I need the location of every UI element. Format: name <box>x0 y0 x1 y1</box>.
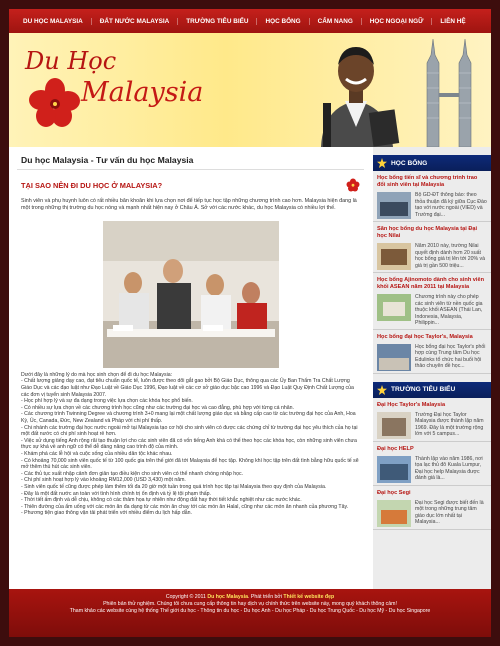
list-item: - Chi nhánh các trường đại học nước ngoài mở tại Malaysia tạo cơ hội cho sinh viên có được các chứng chỉ từ trường đại học yêu thích của họ tại một đất nước có chi phí sinh hoạt rẻ hơn. <box>21 424 358 438</box>
scholarship-item[interactable] <box>373 222 491 273</box>
scholarship-thumbnail[interactable] <box>377 192 411 219</box>
main-content <box>17 153 364 607</box>
school-item[interactable] <box>373 398 491 442</box>
footer-developed-by: . Phát triển bởi <box>248 594 282 600</box>
scholarship-thumbnail[interactable] <box>377 243 411 270</box>
list-item: - Thời tiết ấm định và dễ chịu, không có các thảm họa tự nhiên như động đất hay thời tiết khắc nghiệt như các nước khác. <box>21 497 302 504</box>
scholarship-item-title[interactable]: Học bổng tiến sĩ và chương trình trao đổi sinh viên tại Malaysia <box>377 175 478 188</box>
list-item: - Các thủ tục xuất nhập cảnh đơn giản tạo điều kiện cho sinh viên có thể nhanh chóng nhập học. <box>21 470 244 477</box>
page-body <box>9 147 491 613</box>
school-item-title[interactable]: Đại Học Taylor's Malaysia <box>377 401 446 408</box>
section-title: TẠI SAO NÊN ĐI DU HỌC Ở MALAYSIA? <box>21 180 163 190</box>
footer-copyright-text: Copyright © 2011 <box>165 594 206 600</box>
footer-brand-link[interactable]: Du học Malaysia <box>207 594 248 600</box>
nav-item-hoc-ngoai-ngu[interactable]: HỌC NGOẠI NGỮ <box>362 18 433 25</box>
intro-paragraph: Sinh viên và phụ huynh luôn có rất nhiều băn khoăn khi lựa chọn nơi để tiếp tục học tập những chương trình cao hơn. Malaysia hiện đang là một trong những thị trường du học nóng và mạnh nhất hiện nay ở Châu Á. Sở với các nước khác, du học Malaysia có nhiều lợi thế. <box>21 198 357 212</box>
footer-related-links[interactable]: Tham khảo các website cùng hệ thống Thế giới du học - Thông tin du học - Du học Anh - Du học Pháp - Du học Trung Quốc - Du học Mỹ - Du học Singapore <box>69 608 431 614</box>
school-thumbnail[interactable] <box>377 500 411 527</box>
list-intro: Dưới đây là những lý do mà học sinh chọn để đi du học Malaysia: <box>21 371 173 378</box>
list-item: - Khám phá các lễ hội và cuộc sống của nhiều dân tộc khác nhau. <box>21 450 173 457</box>
hibiscus-icon <box>346 178 360 192</box>
star-icon <box>377 158 387 168</box>
nav-item-hoc-bong[interactable]: HỌC BỔNG <box>257 18 309 25</box>
hibiscus-flower-icon <box>29 77 81 129</box>
school-thumbnail[interactable] <box>377 456 411 483</box>
scholarship-thumbnail[interactable] <box>377 344 411 371</box>
school-item-title[interactable]: Đại học Segi <box>377 489 411 496</box>
list-item: - Thiên đường của ẩm uống với các món ăn đa dạng từ các món ăn chay tới các món ăn Halal, cũng như các món ăn nhanh của phương Tây. <box>21 503 349 510</box>
school-thumbnail[interactable] <box>377 412 411 439</box>
scholarship-item-title[interactable]: Săn học bổng du học Malaysia tại Đại học Nilai <box>377 226 478 239</box>
footer-developer-link[interactable]: Thiết kế website đẹp <box>283 594 335 600</box>
section-header <box>21 178 360 192</box>
logo-text-malaysia: Malaysia <box>81 77 204 108</box>
scholarship-item-title[interactable]: Học bổng Ajinomoto dành cho sinh viên khối ASEAN năm 2011 tại Malaysia <box>377 277 485 290</box>
scholarship-item-desc: Năm 2010 này, trường Nilai quyết định dành hơn 20 suất học bổng giá trị lên tới 20% và giá trị gần 500 triệu... <box>415 243 486 269</box>
nav-item-truong-tieu-bieu[interactable]: TRƯỜNG TIÊU BIỂU <box>178 18 257 25</box>
logo-text-du-hoc: Du Học <box>25 47 117 75</box>
nav-item-cam-nang[interactable]: CẨM NANG <box>310 18 362 25</box>
footer-disclaimer: Phiên bản thử nghiệm. Chúng tôi chưa cung cấp thông tin hay dịch vụ chính thức trên website này, mong quý khách thông cảm! <box>103 601 397 607</box>
list-item: - Đây là một đất nước an toàn với tình hình chính trị ổn định và tỷ lệ tội phạm thấp. <box>21 490 211 497</box>
scholarship-item-desc: Chương trình này cho phép các sinh viên từ nền quốc gia thuộc khối ASEAN (Thái Lan, Indonesia, Malaysia, Philippin... <box>415 294 483 326</box>
list-item: - Chi phí sinh hoạt hợp lý vào khoảng RM12,000 (USD 3,430) một năm. <box>21 477 186 484</box>
nav-item-lien-he[interactable]: LIÊN HỆ <box>440 17 466 25</box>
scholarship-header-label: HỌC BỔNG <box>391 159 428 167</box>
school-item[interactable] <box>373 486 491 530</box>
list-item: - Chất lượng giảng dạy cao, đạt tiêu chuẩn quốc tế, luôn được theo dõi gắt gao bởi Bộ Giáo Dục, thông qua các Ủy Ban Thẩm Tra Chất Lượng Giáo Dục và các đạo luật như Đạo Luật về Giáo Dục 1996, Đạo luật về các cơ sở giáo dục bậc cao 1996 và Đạo Luật Quy Định Chất Lượng của các đơn vị tuyển sinh Malaysia 2007. <box>21 378 354 398</box>
student-photo <box>301 37 411 147</box>
schools-header-label: TRƯỜNG TIÊU BIỂU <box>391 386 456 393</box>
footer-copyright <box>9 594 491 601</box>
list-item: - Các chương trình Twinning Degree và chương trình 3+0 mang lại một chất lượng giáo dục và bằng cấp cao từ các trường đại học của Anh, Hoa Kỳ, Úc, Canada, Đức, New Zealand và Pháp với chi phí thấp. <box>21 411 356 424</box>
school-item-desc: Trường Đại học Taylor Malaysia được thành lập năm 1969. Đây là một trường rộng lớn với 5 campus... <box>415 411 484 437</box>
scholarship-thumbnail[interactable] <box>377 294 411 321</box>
scholarship-item-desc: Học bổng đại học Taylor's phối hợp cùng Trung tâm Du học Edulinks tổ chức hai buổi hội thảo chuyên đề học... <box>415 343 486 369</box>
nav-item-du-hoc-malaysia[interactable]: DU HỌC MALAYSIA <box>15 18 92 25</box>
sidebar <box>373 147 491 613</box>
scholarship-item[interactable] <box>373 273 491 330</box>
reasons-list <box>17 372 364 517</box>
scholarship-item[interactable] <box>373 330 491 374</box>
site-footer <box>9 589 491 637</box>
scholarship-header <box>373 155 491 171</box>
school-item-desc: Thành lập vào năm 1986, nơi tọa lạc thủ đô Kuala Lumpur, Đại học help Malaysia được đánh giá là... <box>415 455 483 481</box>
list-item: - Học phí hợp lý và sự đa dạng trong việc lựa chọn các khóa học phổ biến. <box>21 398 193 405</box>
list-item: - Sinh viên quốc tế cũng được phép làm thêm tối đa 20 giờ một tuần trong quá trình học tập tại Malaysia theo quy định của Malaysia. <box>21 483 327 490</box>
list-item: - Có khoảng 70,000 sinh viên quốc tế từ 100 quốc gia trên thế giới đã tới Malaysia để học tập. Không khí học tập trên đất tình bằng hữu quốc tế sẽ mở thêm thú hút các sinh viên. <box>21 457 359 471</box>
site-header <box>9 33 491 147</box>
scholarship-item-desc: Bộ GD-ĐT thông báo: theo thỏa thuận đã ký giữa Cục Đào tạo với nước ngoài (VIED) và Trường đại... <box>415 192 487 218</box>
scholarship-item-title[interactable]: Học bổng đại học Taylor's, Malaysia <box>377 333 473 340</box>
star-icon <box>377 385 387 395</box>
page-title: Du học Malaysia - Tư vấn du học Malaysia <box>17 153 364 170</box>
page-frame <box>9 9 491 637</box>
students-classroom-photo <box>103 221 279 368</box>
list-item: - Phương tiện giao thông vận tải phát triển với nhiều điểm du lịch hấp dẫn. <box>21 510 192 517</box>
schools-header <box>373 382 491 398</box>
list-item: - Việc sử dụng tiếng Anh rộng rãi tạo thuận lợi cho các sinh viên đã có vốn tiếng Anh khá có thể theo học các khóa học, còn những sinh viên chưa thực sự khá về anh ngữ có thể dễ dàng nâng cao trình độ của mình. <box>21 437 357 451</box>
school-item-title[interactable]: Đại học HELP <box>377 445 414 452</box>
petronas-towers-image <box>413 33 485 147</box>
top-nav <box>9 9 491 33</box>
nav-item-dat-nuoc-malaysia[interactable]: ĐẤT NƯỚC MALAYSIA <box>92 18 178 25</box>
school-item-desc: Đại học Segi được biết đến là một trong những trung tâm giáo dục lớn nhất tại Malaysia... <box>415 499 484 525</box>
scholarship-item[interactable] <box>373 171 491 222</box>
list-item: - Có nhiều sự lựa chọn về các chương trình học cũng như các trường đại học và cao đẳng, phù hợp với từng cá nhân. <box>21 404 294 411</box>
school-item[interactable] <box>373 442 491 486</box>
